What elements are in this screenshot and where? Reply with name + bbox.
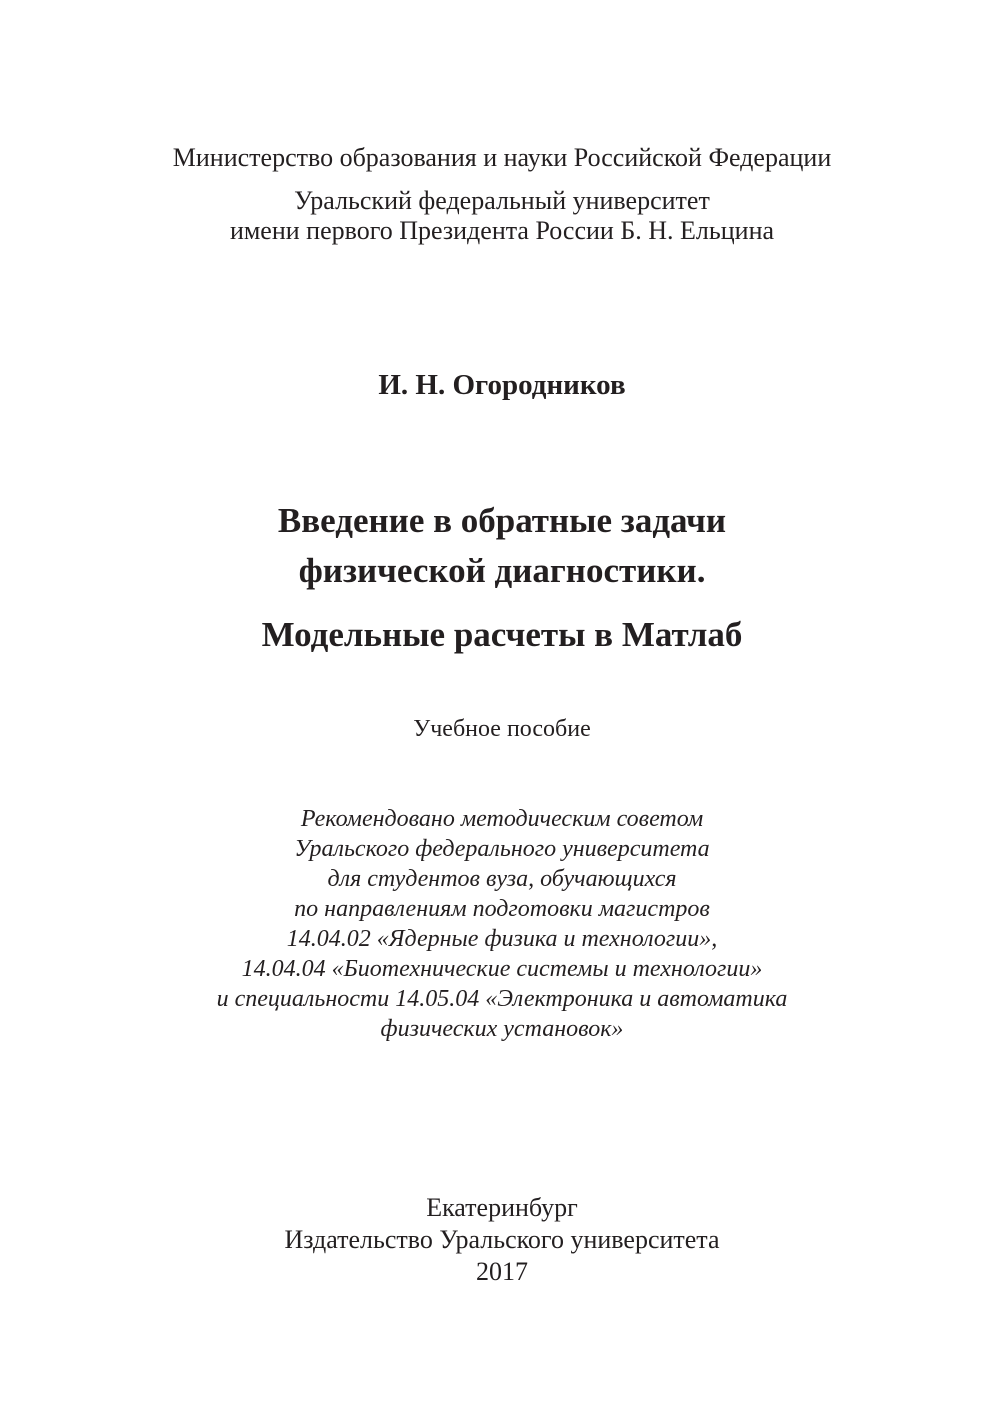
recommendation-line: 14.04.04 «Биотехнические системы и технологии»: [241, 956, 763, 982]
publisher-city: Екатеринбург: [426, 1193, 578, 1222]
recommendation-line: и специальности 14.05.04 «Электроника и автоматика: [216, 986, 788, 1012]
book-title-line-2: физической диагностики.: [298, 551, 706, 590]
book-type: Учебное пособие: [413, 716, 591, 742]
publication-year: 2017: [476, 1257, 528, 1286]
university-name-continued: имени первого Президента России Б. Н. Ельцина: [229, 216, 775, 245]
recommendation-line: Уральского федерального университета: [294, 836, 710, 862]
ministry-name: Министерство образования и науки Российской Федерации: [172, 143, 832, 172]
book-title-line-3: Модельные расчеты в Матлаб: [261, 615, 743, 654]
university-name: Уральский федеральный университет: [294, 186, 710, 215]
recommendation-line: для студентов вуза, обучающихся: [327, 866, 677, 892]
publisher-name: Издательство Уральского университета: [284, 1225, 720, 1254]
recommendation-line: по направлениям подготовки магистров: [294, 896, 710, 922]
recommendation-line: Рекомендовано методическим советом: [300, 806, 704, 832]
recommendation-line: 14.04.02 «Ядерные физика и технологии»,: [286, 926, 718, 952]
book-title-line-1: Введение в обратные задачи: [277, 501, 727, 540]
recommendation-line: физических установок»: [380, 1016, 624, 1042]
author-name: И. Н. Огородников: [378, 369, 626, 401]
